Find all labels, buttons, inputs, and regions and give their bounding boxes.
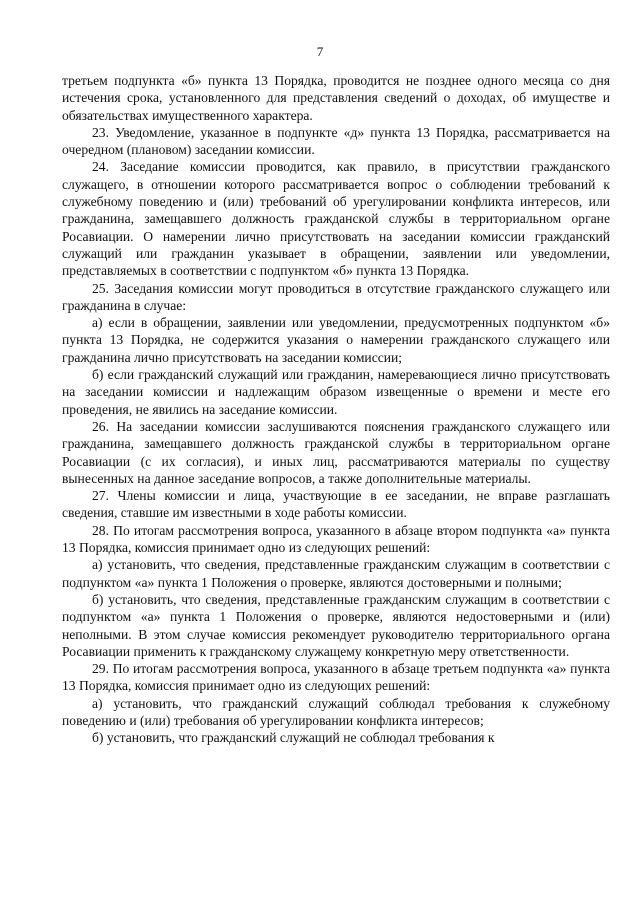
paragraph-25-a: а) если в обращении, заявлении или уведомлении, предусмотренных подпунктом «б» пункта 13 Порядка, не содержится указания о намерении гражданского служащего или гражданина лично присутствовать на заседании комиссии;	[62, 315, 610, 365]
paragraph-29: 29. По итогам рассмотрения вопроса, указанного в абзаце третьем подпункта «а» пункта 13 Порядка, комиссия принимает одно из следующих решений:	[62, 661, 610, 694]
paragraph-28-b: б) установить, что сведения, представленные гражданским служащим в соответствии с подпунктом «а» пункта 1 Положения о проверке, являются недостоверными и (или) неполными. В этом случае комиссия рекомендует руководителю территориального органа Росавиации применить к гражданскому служащему конкретную меру ответственности.	[62, 591, 610, 659]
paragraph-28-a: а) установить, что сведения, представленные гражданским служащим в соответствии с подпунктом «а» пункта 1 Положения о проверке, являются достоверными и полными;	[62, 557, 610, 590]
document-body	[62, 72, 610, 747]
paragraph-25-b: б) если гражданский служащий или гражданин, намеревающиеся лично присутствовать на заседании комиссии и надлежащим образом извещенные о времени и месте его проведения, не явились на заседание комиссии.	[62, 367, 610, 417]
paragraph-26: 26. На заседании комиссии заслушиваются пояснения гражданского служащего или гражданина, замещавшего должность гражданской службы в территориальном органе Росавиации (с их согласия), и иных лиц, рассматриваются материалы по существу вынесенных на данное заседание вопросов, а также дополнительные материалы.	[62, 418, 610, 486]
paragraph-29-b: б) установить, что гражданский служащий не соблюдал требования к	[92, 730, 495, 746]
page-number: 7	[316, 44, 324, 59]
paragraph-23: 23. Уведомление, указанное в подпункте «д» пункта 13 Порядка, рассматривается на очередном (плановом) заседании комиссии.	[62, 124, 610, 158]
paragraph-27: 27. Члены комиссии и лица, участвующие в ее заседании, не вправе разглашать сведения, ставшие им известными в ходе работы комиссии.	[62, 488, 610, 521]
paragraph-28: 28. По итогам рассмотрения вопроса, указанного в абзаце втором подпункта «а» пункта 13 Порядка, комиссия принимает одно из следующих решений:	[62, 522, 610, 556]
paragraph-continuation: третьем подпункта «б» пункта 13 Порядка, проводится не позднее одного месяца со дня истечения срока, установленного для представления сведений о доходах, об имуществе и обязательствах имущественного характера.	[62, 73, 610, 123]
paragraph-29-a: а) установить, что гражданский служащий соблюдал требования к служебному поведению и (или) требования об урегулировании конфликта интересов;	[62, 695, 610, 728]
paragraph-24: 24. Заседание комиссии проводится, как правило, в присутствии гражданского служащего, в отношении которого рассматривается вопрос о соблюдении требований к служебному поведению и (или) требований об урегулировании конфликта интересов, или гражданина, замещавшего должность гражданской службы в территориальном органе Росавиации. О намерении лично присутствовать на заседании комиссии гражданский служащий или гражданин указывает в обращении, заявлении или уведомлении, представляемых в соответствии с подпунктом «б» пункта 13 Порядка.	[62, 159, 610, 279]
paragraph-25: 25. Заседания комиссии могут проводиться в отсутствие гражданского служащего или гражданина в случае:	[62, 280, 610, 313]
